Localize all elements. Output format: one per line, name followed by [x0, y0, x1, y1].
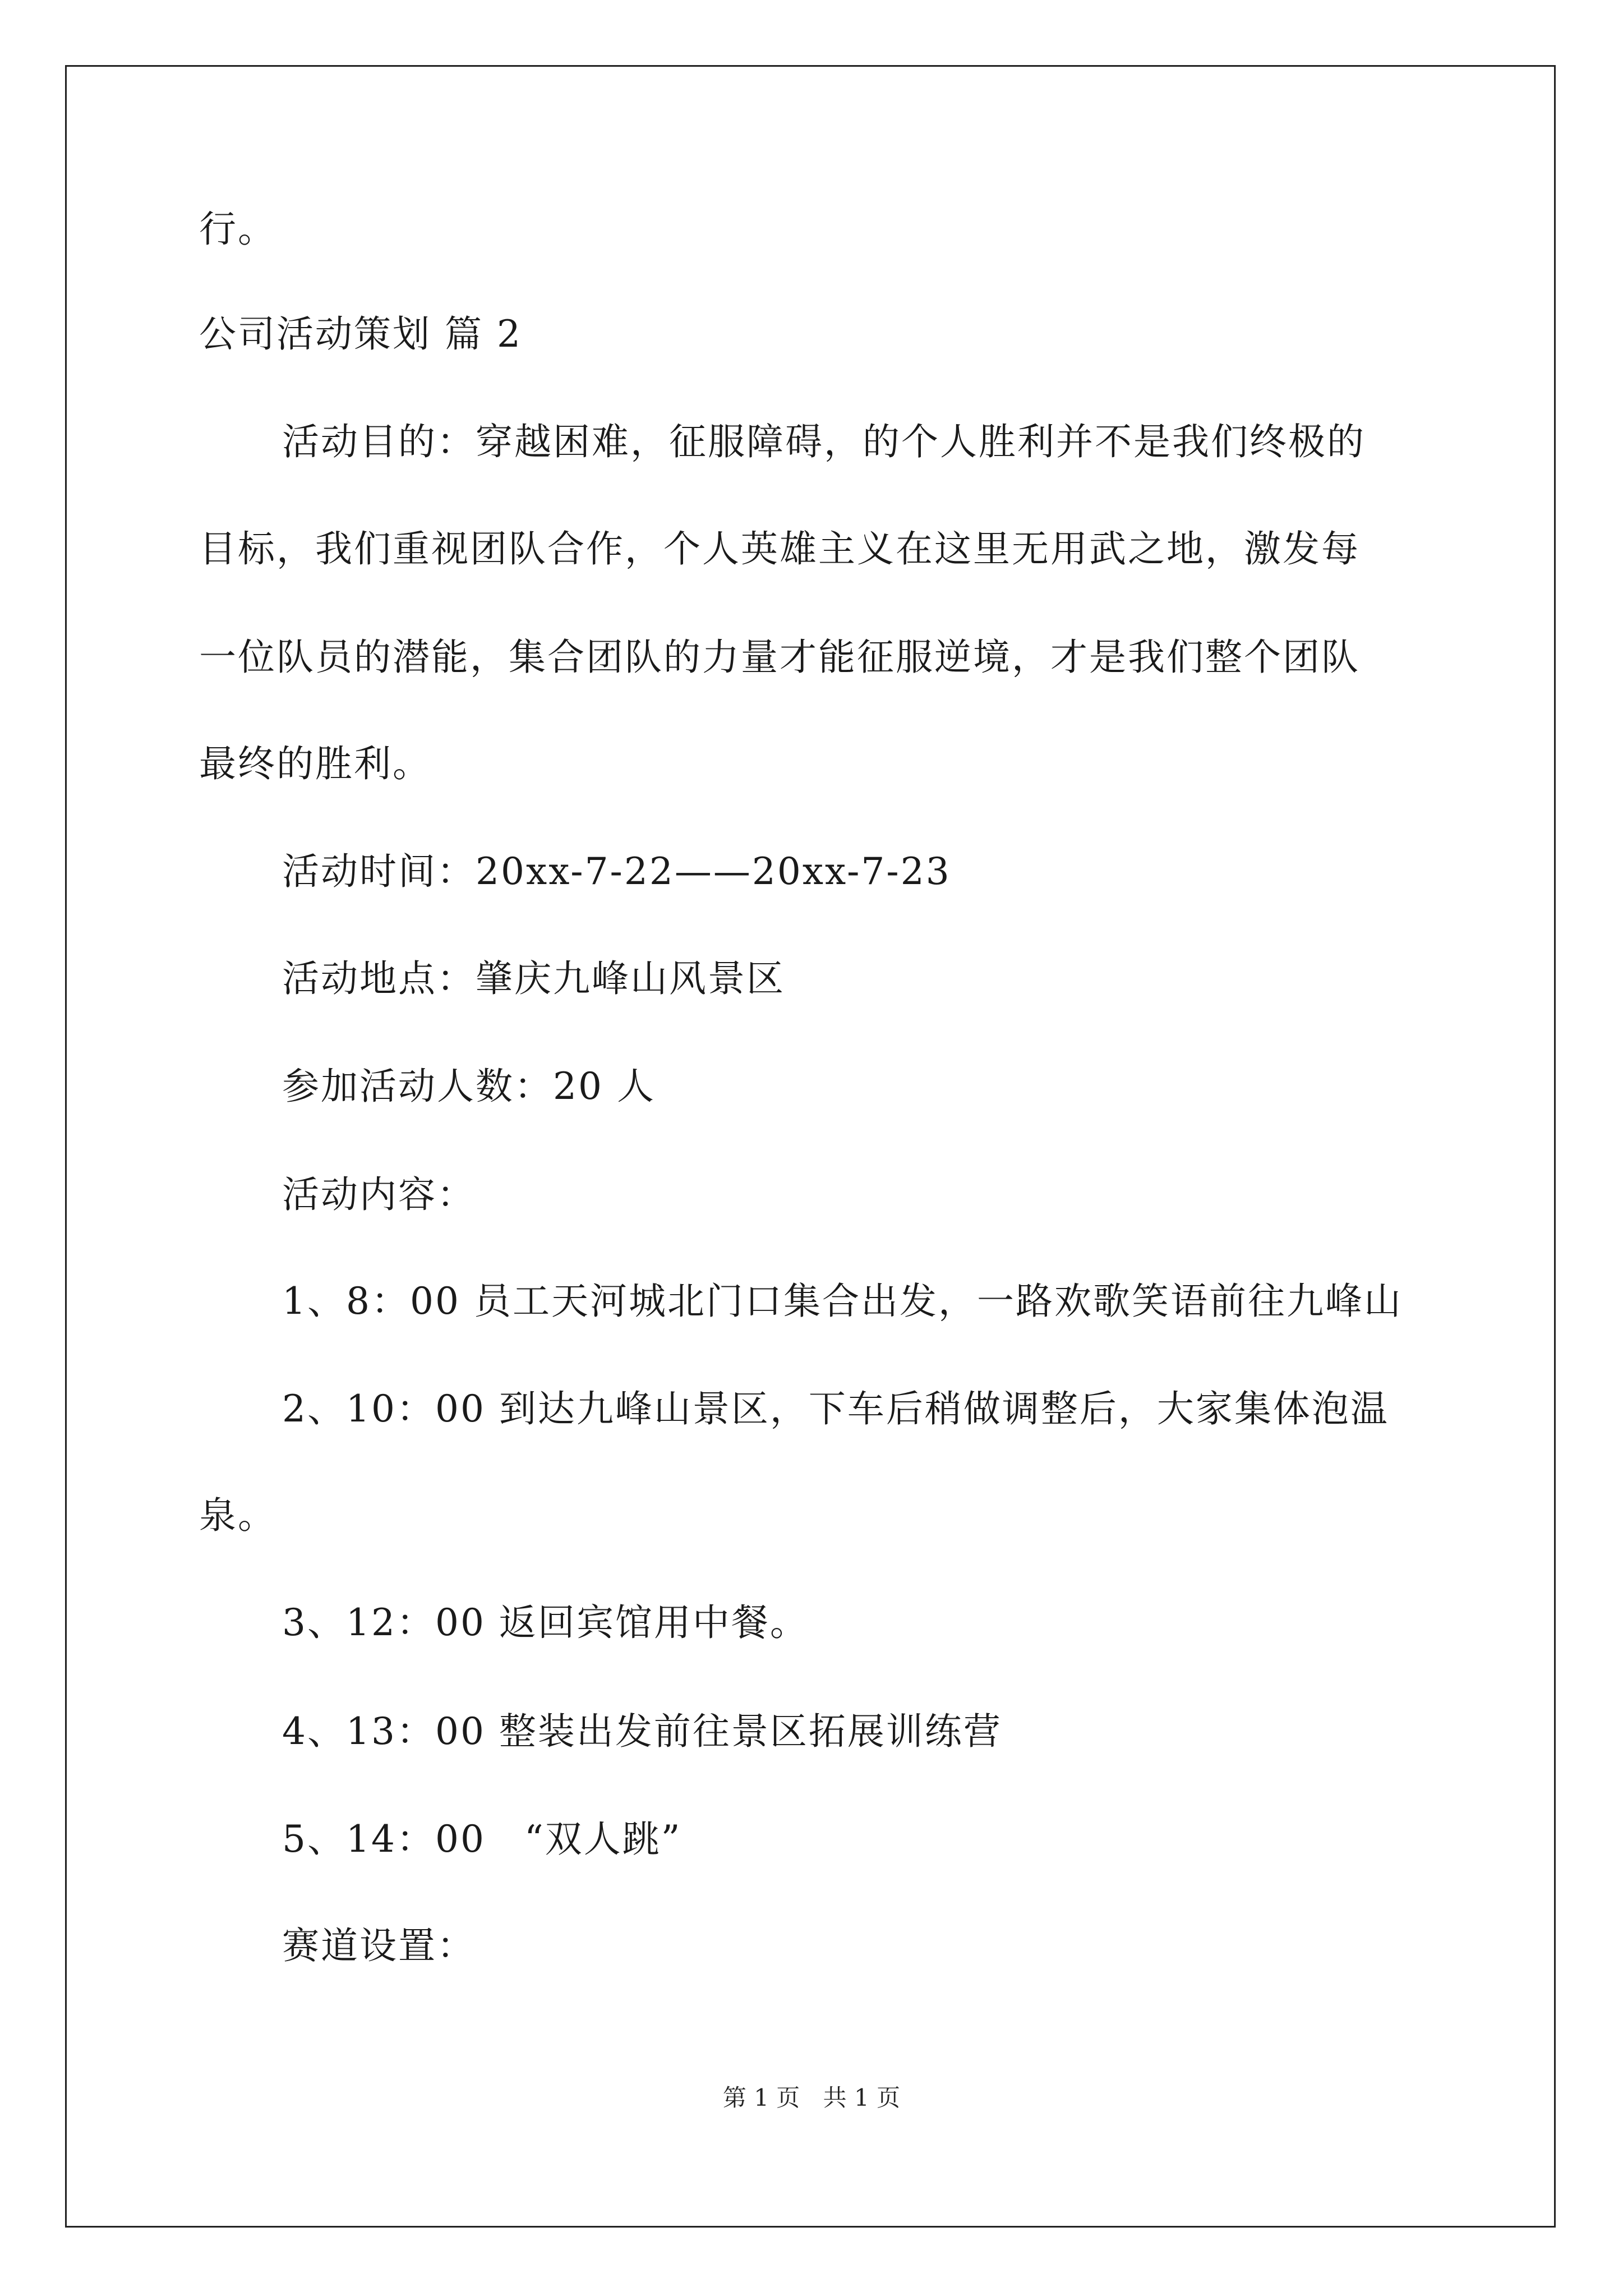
text-line: 3、12：00 返回宾馆用中餐。 [282, 1601, 809, 1644]
text-line: 参加活动人数：20 人 [282, 1065, 656, 1108]
text-line: 泉。 [199, 1494, 276, 1537]
section-heading: 公司活动策划 篇 2 [199, 312, 522, 356]
text-line: 活动地点：肇庆九峰山风景区 [282, 957, 785, 1000]
page-number: 第 1 页 [722, 2084, 800, 2111]
text-line: 1、8：00 员工天河城北门口集合出发，一路欢歌笑语前往九峰山 [282, 1280, 1403, 1323]
page-total: 共 1 页 [823, 2084, 901, 2111]
page-border [65, 65, 1556, 2228]
text-line: 2、10：00 到达九峰山景区，下车后稍做调整后，大家集体泡温 [282, 1387, 1389, 1430]
text-line: 4、13：00 整装出发前往景区拓展训练营 [282, 1710, 1002, 1753]
text-line: 行。 [199, 208, 276, 251]
page-footer [0, 2081, 1623, 2115]
text-line: 一位队员的潜能，集合团队的力量才能征服逆境，才是我们整个团队 [199, 636, 1360, 679]
text-line: 目标，我们重视团队合作，个人英雄主义在这里无用武之地，激发每 [199, 527, 1360, 570]
text-line: 活动内容： [282, 1173, 476, 1216]
text-line: 活动目的：穿越困难，征服障碍，的个人胜利并不是我们终极的 [282, 420, 1366, 463]
text-line: 最终的胜利。 [199, 742, 431, 785]
text-line: 5、14：00 “双人跳” [282, 1818, 682, 1861]
text-line: 赛道设置： [282, 1924, 476, 1967]
text-line: 活动时间：20xx-7-22——20xx-7-23 [282, 850, 951, 893]
